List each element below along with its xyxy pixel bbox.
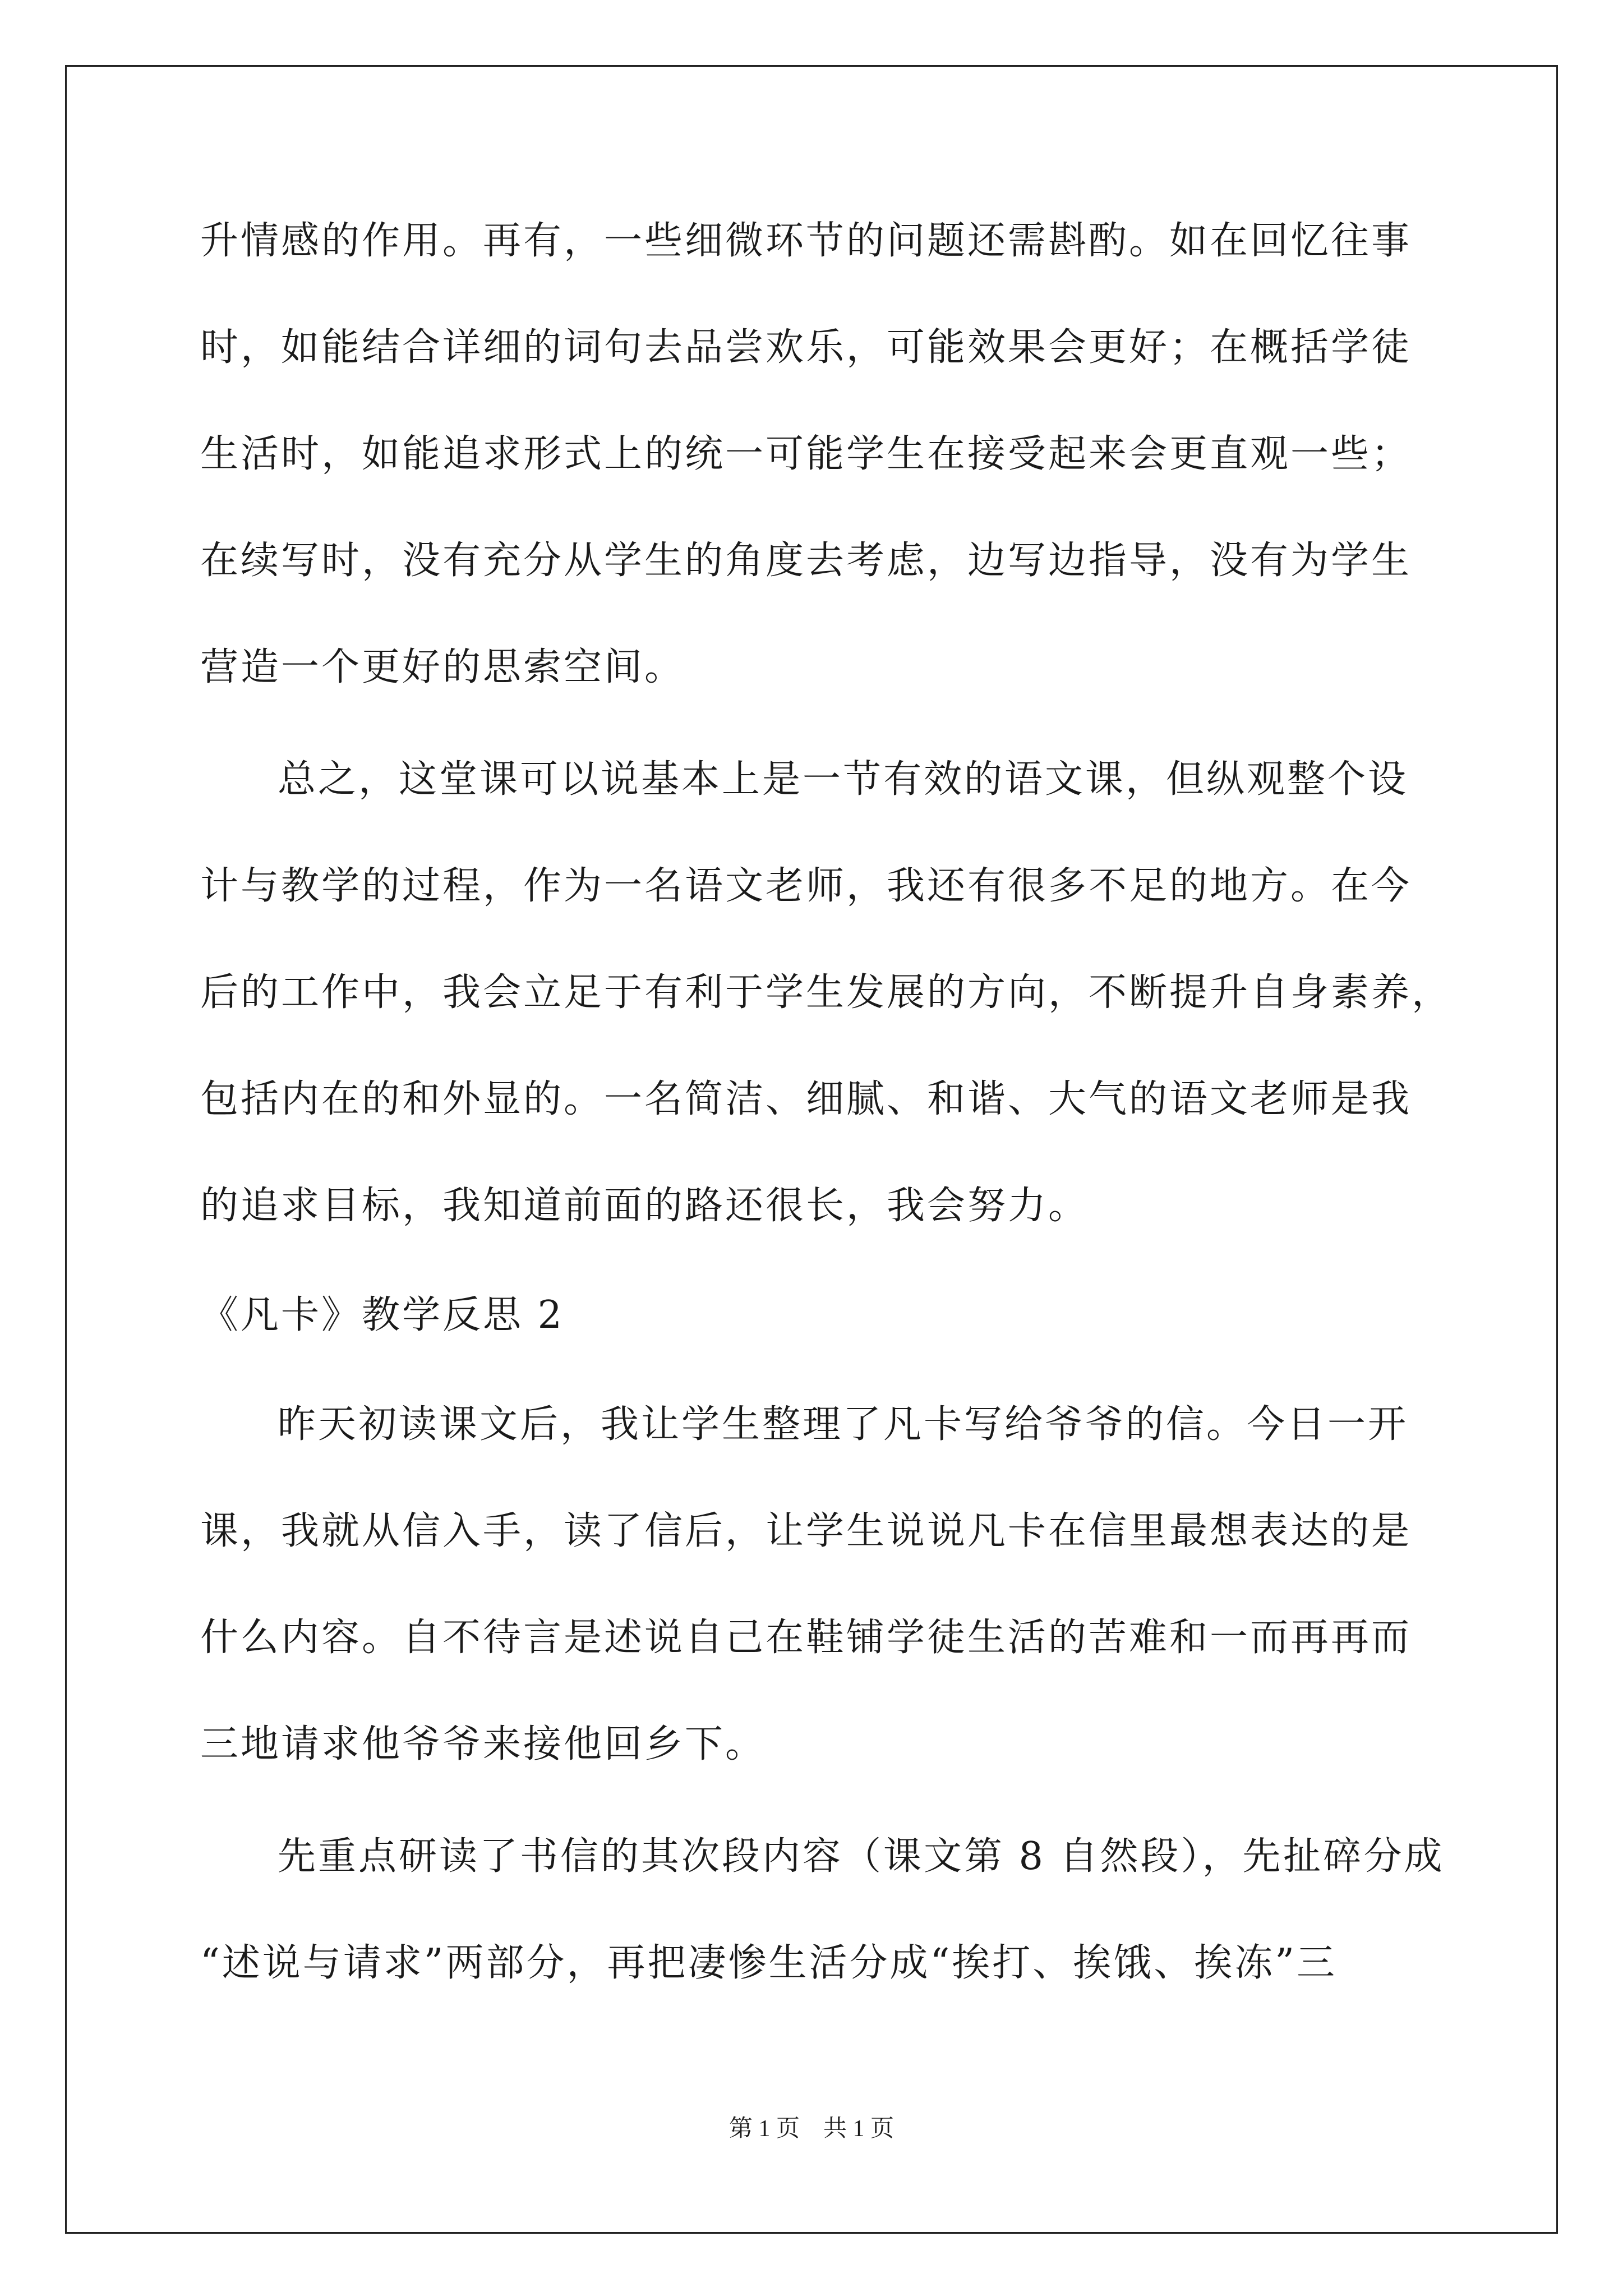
text-line: 计与教学的过程，作为一名语文老师，我还有很多不足的地方。在今 xyxy=(200,864,1412,908)
text-line: 生活时，如能追求形式上的统一可能学生在接受起来会更直观一些； xyxy=(200,432,1412,476)
text-line: 升情感的作用。再有，一些细微环节的问题还需斟酌。如在回忆往事 xyxy=(200,219,1412,263)
text-line: 三地请求他爷爷来接他回乡下。 xyxy=(200,1722,766,1766)
page-border xyxy=(65,65,1558,2234)
text-line: 时，如能结合详细的词句去品尝欢乐，可能效果会更好；在概括学徒 xyxy=(200,325,1412,370)
text-line: 包括内在的和外显的。一名简洁、细腻、和谐、大气的语文老师是我 xyxy=(200,1077,1412,1121)
text-line: 先重点研读了书信的其次段内容（课文第 8 自然段），先扯碎分成 xyxy=(278,1834,1445,1879)
text-line: 后的工作中，我会立足于有利于学生发展的方向，不断提升自身素养， xyxy=(200,970,1453,1015)
text-line: 的追求目标，我知道前面的路还很长，我会努力。 xyxy=(200,1184,1089,1228)
text-line: “述说与请求”两部分，再把凄惨生活分成“挨打、挨饿、挨冻”三 xyxy=(200,1941,1338,1985)
page-footer: 第 1 页 共 1 页 xyxy=(728,2116,894,2142)
text-line: 昨天初读课文后，我让学生整理了凡卡写给爷爷的信。今日一开 xyxy=(278,1402,1409,1447)
text-line: 什么内容。自不待言是述说自己在鞋铺学徒生活的苦难和一而再再而 xyxy=(200,1616,1412,1660)
text-line: 营造一个更好的思索空间。 xyxy=(200,645,685,689)
text-line: 总之，这堂课可以说基本上是一节有效的语文课，但纵观整个设 xyxy=(278,757,1409,802)
text-line: 课，我就从信入手，读了信后，让学生说说凡卡在信里最想表达的是 xyxy=(200,1509,1412,1553)
text-line: 在续写时，没有充分从学生的角度去考虑，边写边指导，没有为学生 xyxy=(200,539,1412,583)
section-heading: 《凡卡》教学反思 2 xyxy=(200,1293,564,1337)
